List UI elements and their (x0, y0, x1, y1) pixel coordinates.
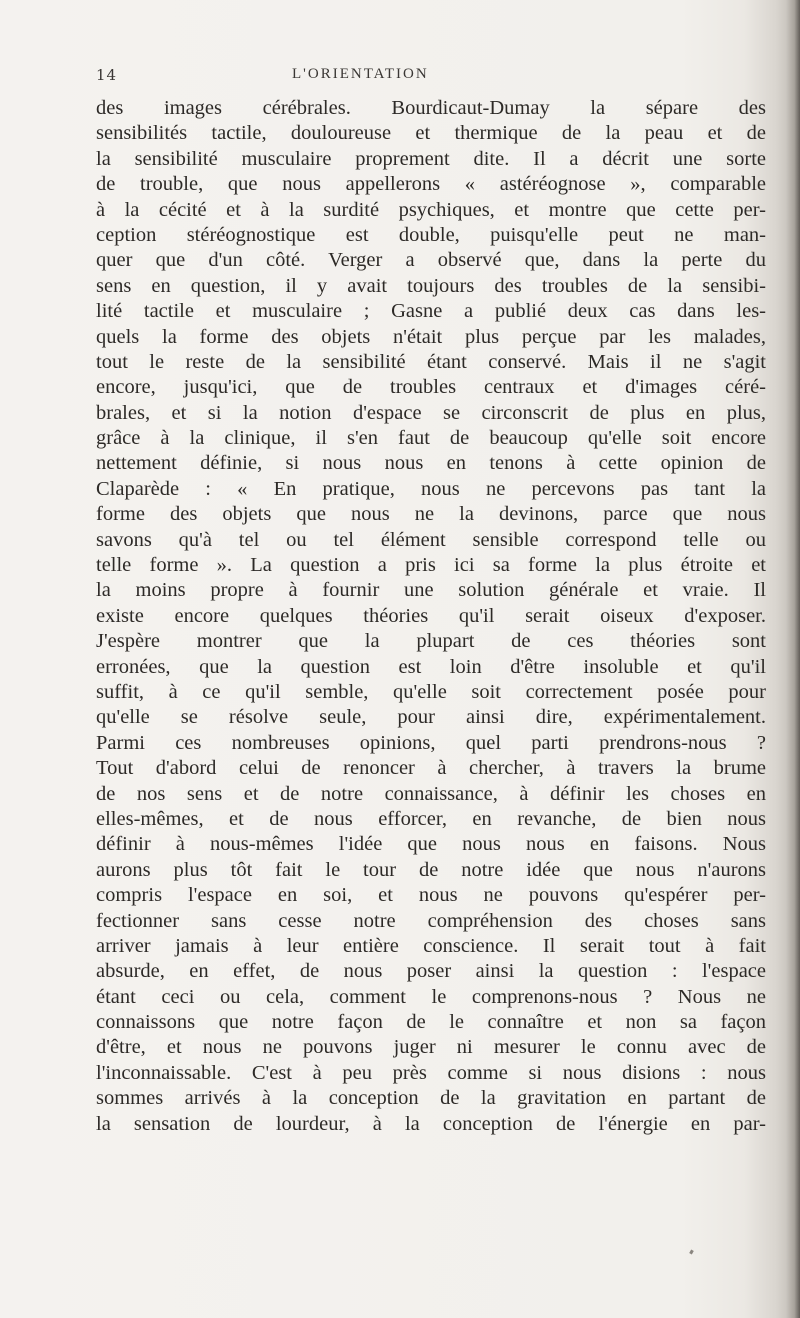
text-line: fectionner sans cesse notre compréhension des choses sans (96, 909, 766, 932)
text-line: la sensibilité musculaire proprement dite. Il a décrit une sorte (96, 147, 766, 170)
text-line: ception stéréognostique est double, puisqu'elle peut ne man- (96, 223, 766, 246)
text-line: quer que d'un côté. Verger a observé que, dans la perte du (96, 249, 766, 272)
text-line: sensibilités tactile, douloureuse et thermique de la peau et de (96, 122, 766, 145)
running-title: L'ORIENTATION (292, 66, 429, 82)
text-line: la moins propre à fournir une solution générale et vraie. Il (96, 579, 766, 602)
text-line: Tout d'abord celui de renoncer à chercher, à travers la brume (96, 757, 766, 780)
text-line: l'inconnaissable. C'est à peu près comme si nous disions : nous (96, 1061, 766, 1084)
text-line: quels la forme des objets n'était plus perçue par les malades, (96, 325, 766, 348)
text-line: forme des objets que nous ne la devinons, parce que nous (96, 503, 766, 526)
text-line: encore, jusqu'ici, que de troubles centraux et d'images céré- (96, 376, 766, 399)
text-line: savons qu'à tel ou tel élément sensible correspond telle ou (96, 528, 766, 551)
text-line: qu'elle se résolve seule, pour ainsi dire, expérimentalement. (96, 706, 766, 729)
text-line: étant ceci ou cela, comment le comprenons-nous ? Nous ne (96, 985, 766, 1008)
text-line: de nos sens et de notre connaissance, à définir les choses en (96, 782, 766, 805)
text-line: elles-mêmes, et de nous efforcer, en revanche, de bien nous (96, 807, 766, 830)
text-line: grâce à la clinique, il s'en faut de beaucoup qu'elle soit encore (96, 427, 766, 450)
text-line: à la cécité et à la surdité psychiques, et montre que cette per- (96, 198, 766, 221)
text-line: des images cérébrales. Bourdicaut-Dumay la sépare des (96, 97, 766, 119)
text-line: définir à nous-mêmes l'idée que nous nous en faisons. Nous (96, 833, 766, 856)
text-line: d'être, et nous ne pouvons juger ni mesurer le connu avec de (96, 1036, 766, 1059)
text-line: absurde, en effet, de nous poser ainsi la question : l'espace (96, 960, 766, 983)
text-line: arriver jamais à leur entière conscience. Il serait tout à fait (96, 934, 766, 957)
text-line: existe encore quelques théories qu'il serait oiseux d'exposer. (96, 604, 766, 627)
text-line: de trouble, que nous appellerons « astéréognose », comparable (96, 173, 766, 196)
text-line: la sensation de lourdeur, à la conception de l'énergie en par- (96, 1112, 766, 1135)
text-line: brales, et si la notion d'espace se circonscrit de plus en plus, (96, 401, 766, 424)
page-header (96, 66, 760, 90)
text-line: Claparède : « En pratique, nous ne percevons pas tant la (96, 477, 766, 500)
text-line: Parmi ces nombreuses opinions, quel parti prendrons-nous ? (96, 731, 766, 754)
text-line: erronées, que la question est loin d'être insoluble et qu'il (96, 655, 766, 678)
body-text (96, 96, 766, 1137)
page-number: 14 (96, 66, 118, 84)
print-speck (689, 1250, 694, 1255)
text-line: compris l'espace en soi, et nous ne pouvons qu'espérer per- (96, 884, 766, 907)
text-line: suffit, à ce qu'il semble, qu'elle soit correctement posée pour (96, 680, 766, 703)
text-line: J'espère montrer que la plupart de ces théories sont (96, 630, 766, 653)
text-line: lité tactile et musculaire ; Gasne a publié deux cas dans les- (96, 300, 766, 323)
text-line: sens en question, il y avait toujours des troubles de la sensibi- (96, 274, 766, 297)
text-line: connaissons que notre façon de le connaître et non sa façon (96, 1011, 766, 1034)
text-line: telle forme ». La question a pris ici sa forme la plus étroite et (96, 554, 766, 577)
text-line: nettement définie, si nous nous en tenons à cette opinion de (96, 452, 766, 475)
text-line: sommes arrivés à la conception de la gravitation en partant de (96, 1087, 766, 1110)
text-line: aurons plus tôt fait le tour de notre idée que nous n'aurons (96, 858, 766, 881)
text-line: tout le reste de la sensibilité étant conservé. Mais il ne s'agit (96, 350, 766, 373)
page-edge-shadow (786, 0, 800, 1318)
